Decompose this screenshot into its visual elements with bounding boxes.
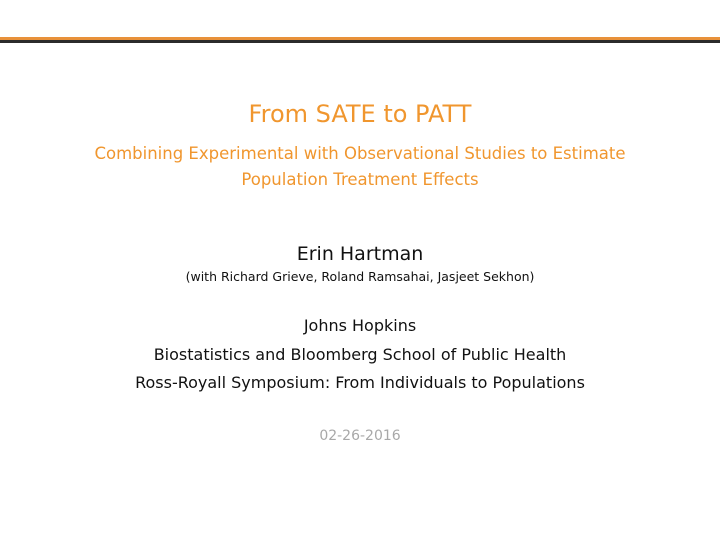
slide-subtitle-line-1: Combining Experimental with Observational Studies to Estimate <box>94 144 626 163</box>
affiliation-line-2: Biostatistics and Bloomberg School of Public Health <box>153 345 567 364</box>
coauthors: (with Richard Grieve, Roland Ramsahai, Jasjeet Sekhon) <box>185 269 535 284</box>
author-name: Erin Hartman <box>296 243 424 265</box>
affiliation-line-1: Johns Hopkins <box>303 316 417 335</box>
slide-title: From SATE to PATT <box>248 100 472 128</box>
header-rule-dark <box>0 40 720 43</box>
slide-subtitle-line-2: Population Treatment Effects <box>241 170 479 189</box>
affiliation-line-3: Ross-Royall Symposium: From Individuals to Populations <box>135 373 585 392</box>
presentation-date: 02-26-2016 <box>319 428 401 444</box>
